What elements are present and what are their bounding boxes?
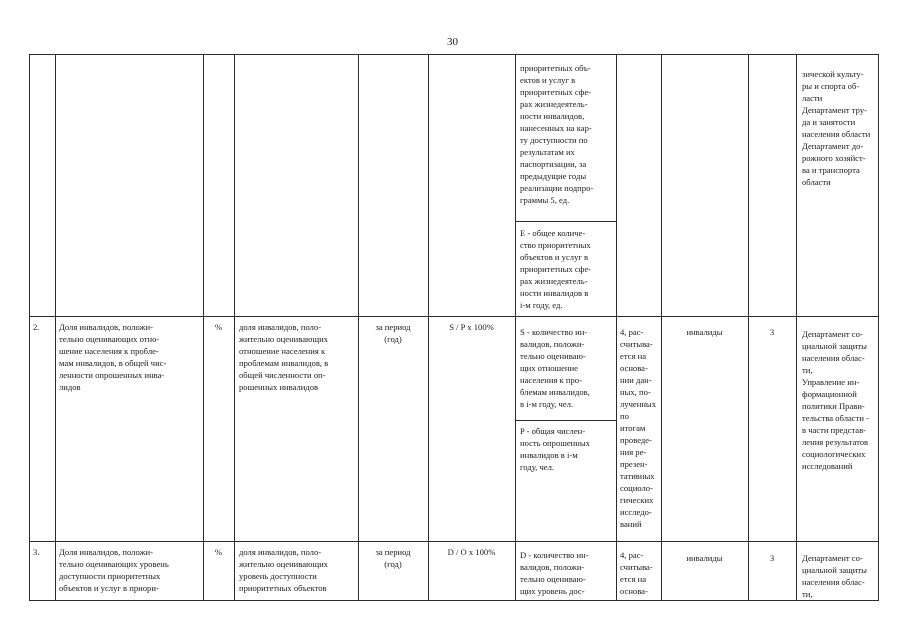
indicator-definition: доля инвалидов, поло- жительно оценивающих уровень доступности приоритетных объектов bbox=[239, 547, 328, 593]
page-number: 30 bbox=[447, 36, 458, 48]
responsible: Департамент со- циальной защиты населения облас- ти, Управление ин- формационной политики Прави- тельства области - в части представ- ления результатов социологических исследований bbox=[802, 329, 869, 471]
row-separator bbox=[29, 541, 879, 542]
indicator-definition: доля инвалидов, поло- жительно оценивающих отношение населения к проблемам инвалидов, в общей численности оп- рошенных инвалидов bbox=[239, 322, 329, 392]
variable-p: P - общая числен- ность опрошенных инвалидов в i-м году, чел. bbox=[520, 426, 590, 472]
population-group: инвалиды bbox=[686, 553, 723, 563]
formula: S / P x 100% bbox=[449, 322, 494, 332]
data-source: 4, рас- считыва- ется на основа- нии дан- ных, по- лученных по итогам проведе- ния ре- презен- тативных социоло- гических исследо- ваний bbox=[620, 327, 656, 529]
col-border bbox=[515, 54, 516, 600]
col-border bbox=[234, 54, 235, 600]
row-separator bbox=[29, 316, 879, 317]
subcell-separator bbox=[515, 420, 616, 421]
table-top-border bbox=[29, 54, 879, 55]
col-border bbox=[616, 54, 617, 600]
table-bottom-border bbox=[29, 600, 879, 601]
period: за период (год) bbox=[375, 322, 411, 344]
unit: % bbox=[214, 547, 223, 557]
variable-s: S - количество ин- валидов, положи- тельно оцениваю- щих отношение населения к про- блемам инвалидов, в i-м году, чел. bbox=[520, 327, 590, 409]
row-number: 3. bbox=[33, 547, 40, 557]
indicator-name: Доля инвалидов, положи- тельно оценивающих уровень доступности приоритетных объектов и услуг в приори- bbox=[59, 547, 169, 593]
row-number: 2. bbox=[33, 322, 40, 332]
continuation-responsible-text: зической культу- ры и спорта об- ласти Департамент тру- да и занятости населения области Департамент до- рожного хозяйст- ва и транспорта области bbox=[802, 69, 871, 187]
period: за период (год) bbox=[375, 547, 411, 569]
continuation-calc-text: приоритетных объ- ектов и услуг в приоритетных сфе- рах жизнедеятель- ности инвалидов, нанесенных на кар- ту доступности по результатам их паспортизации, за предыдущие годы реализации подпро- граммы 5, ед. bbox=[520, 63, 594, 205]
method-code: 3 bbox=[769, 327, 775, 337]
col-border bbox=[796, 54, 797, 600]
variable-d: D - количество ин- валидов, положи- тельно оцениваю- щих уровень дос- bbox=[520, 550, 589, 596]
col-border bbox=[29, 54, 30, 600]
subcell-separator bbox=[515, 221, 616, 222]
continuation-e-text: E - общее количе- ство приоритетных объектов и услуг в приоритетных сфе- рах жизнедеятель- ности инвалидов в i-м году, ед. bbox=[520, 228, 591, 310]
indicator-name: Доля инвалидов, положи- тельно оценивающих отно- шение населения к пробле- мам инвалидов, в общей чис- ленности опрошенных инва- лидов bbox=[59, 322, 167, 392]
col-border bbox=[55, 54, 56, 600]
method-code: 3 bbox=[769, 553, 775, 563]
formula: D / O x 100% bbox=[447, 547, 496, 557]
responsible: Департамент со- циальной защиты населения облас- ти, bbox=[802, 553, 867, 599]
unit: % bbox=[214, 322, 223, 332]
population-group: инвалиды bbox=[686, 327, 723, 337]
data-source: 4, рас- считыва- ется на основа- bbox=[620, 550, 653, 596]
